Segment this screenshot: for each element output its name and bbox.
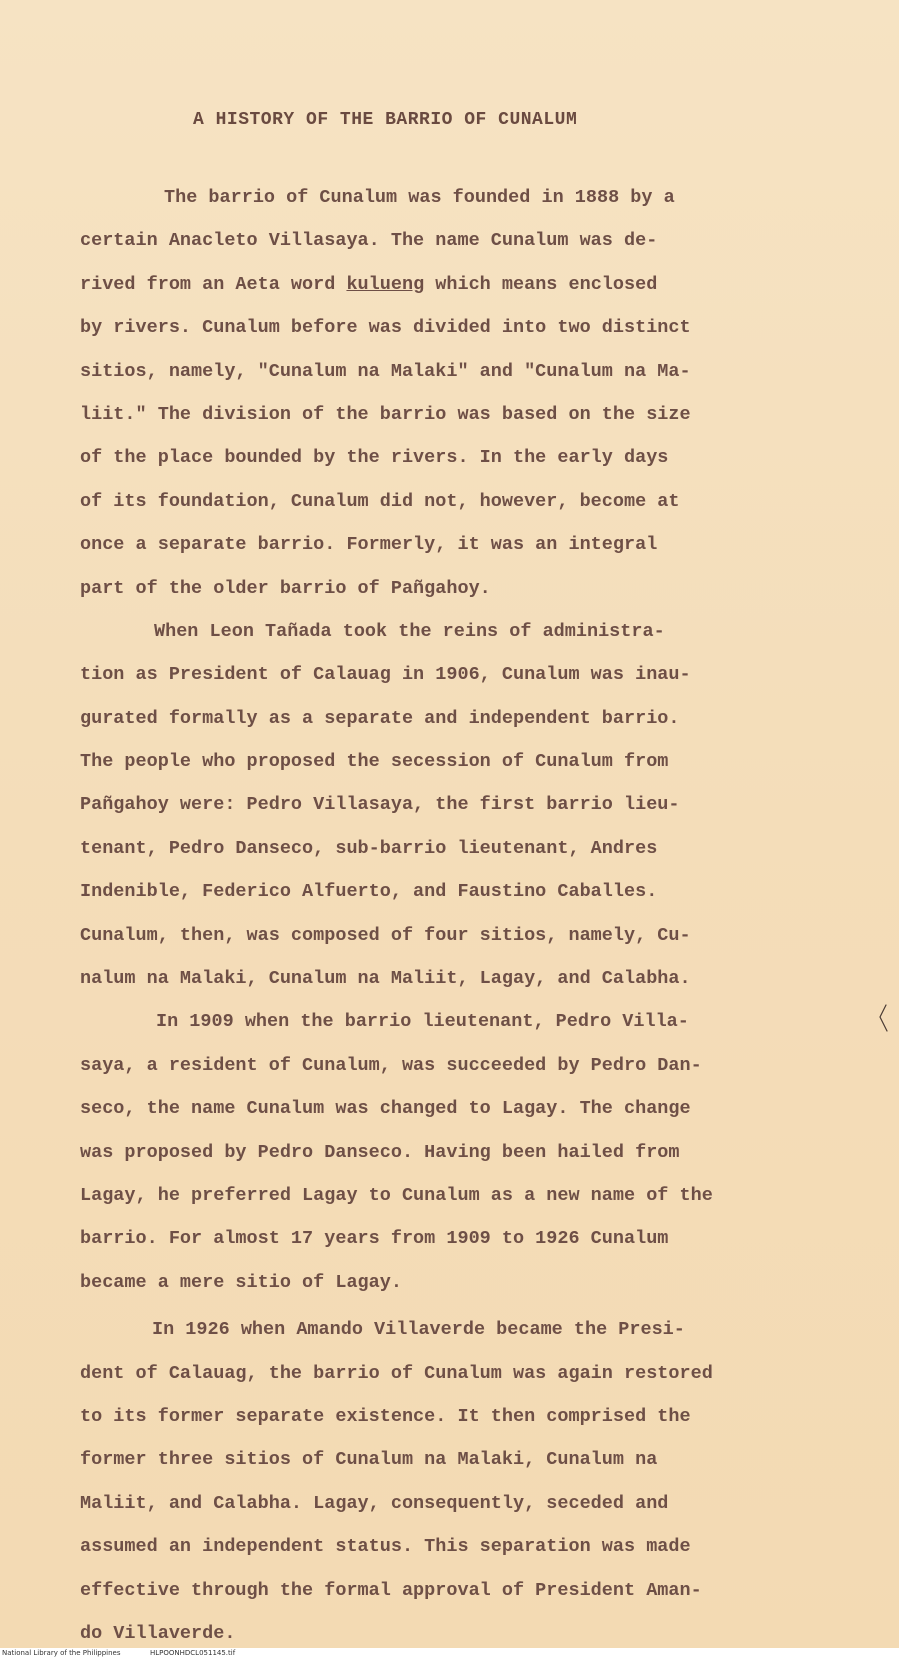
text-line: seco, the name Cunalum was changed to Lagay. The change: [80, 1098, 691, 1120]
text-line: When Leon Tañada took the reins of administra-: [154, 620, 665, 642]
margin-pencil-mark: [876, 1003, 890, 1033]
text-segment: rived from an Aeta word: [80, 273, 347, 295]
text-line: Indenible, Federico Alfuerto, and Faustino Caballes.: [80, 881, 658, 903]
text-line: part of the older barrio of Pañgahoy.: [80, 577, 491, 599]
text-line: nalum na Malaki, Cunalum na Maliit, Lagay, and Calabha.: [80, 968, 691, 990]
document-body: [80, 176, 800, 1655]
text-line: Pañgahoy were: Pedro Villasaya, the first barrio lieu-: [80, 794, 680, 816]
text-line: liit." The division of the barrio was based on the size: [80, 403, 691, 425]
text-line: Cunalum, then, was composed of four sitios, namely, Cu-: [80, 924, 691, 946]
text-line: of its foundation, Cunalum did not, however, become at: [80, 490, 680, 512]
text-line: of the place bounded by the rivers. In the early days: [80, 447, 669, 469]
text-line: In 1909 when the barrio lieutenant, Pedro Villa-: [156, 1011, 689, 1033]
text-line: once a separate barrio. Formerly, it was an integral: [80, 534, 658, 556]
paragraph-1: [80, 176, 800, 610]
archive-name: National Library of the Philippines: [2, 1649, 121, 1657]
text-line: former three sitios of Cunalum na Malaki, Cunalum na: [80, 1449, 658, 1471]
text-line: saya, a resident of Cunalum, was succeeded by Pedro Dan-: [80, 1054, 702, 1076]
document-title: A HISTORY OF THE BARRIO OF CUNALUM: [193, 110, 578, 130]
text-segment: which means enclosed: [424, 273, 658, 295]
text-line: effective through the formal approval of President Aman-: [80, 1579, 702, 1601]
text-line: tenant, Pedro Danseco, sub-barrio lieutenant, Andres: [80, 837, 658, 859]
text-line: gurated formally as a separate and independent barrio.: [80, 707, 680, 729]
text-line: dent of Calauag, the barrio of Cunalum was again restored: [80, 1362, 713, 1384]
paragraph-3: [80, 1000, 800, 1304]
text-line: [80, 263, 800, 306]
file-id: HLPOONHDCL051145.tif: [150, 1649, 236, 1657]
text-line: assumed an independent status. This separation was made: [80, 1536, 691, 1558]
text-line: Maliit, and Calabha. Lagay, consequently, seceded and: [80, 1492, 669, 1514]
text-line: The people who proposed the secession of Cunalum from: [80, 751, 669, 773]
text-line: was proposed by Pedro Danseco. Having been hailed from: [80, 1141, 680, 1163]
text-line: In 1926 when Amando Villaverde became the Presi-: [152, 1319, 685, 1341]
paragraph-4: [80, 1308, 800, 1655]
text-line: certain Anacleto Villasaya. The name Cunalum was de-: [80, 230, 658, 252]
archive-footer: [0, 1648, 899, 1658]
aeta-word: kulueng: [346, 273, 425, 295]
text-line: to its former separate existence. It then comprised the: [80, 1405, 691, 1427]
text-line: tion as President of Calauag in 1906, Cunalum was inau-: [80, 664, 691, 686]
text-line: do Villaverde.: [80, 1622, 236, 1644]
text-line: by rivers. Cunalum before was divided into two distinct: [80, 317, 691, 339]
paragraph-2: [80, 610, 800, 1001]
text-line: The barrio of Cunalum was founded in 1888 by a: [164, 187, 675, 208]
text-line: barrio. For almost 17 years from 1909 to 1926 Cunalum: [80, 1228, 669, 1250]
text-line: sitios, namely, "Cunalum na Malaki" and "Cunalum na Ma-: [80, 360, 691, 382]
text-line: became a mere sitio of Lagay.: [80, 1271, 402, 1293]
text-line: Lagay, he preferred Lagay to Cunalum as a new name of the: [80, 1184, 713, 1206]
